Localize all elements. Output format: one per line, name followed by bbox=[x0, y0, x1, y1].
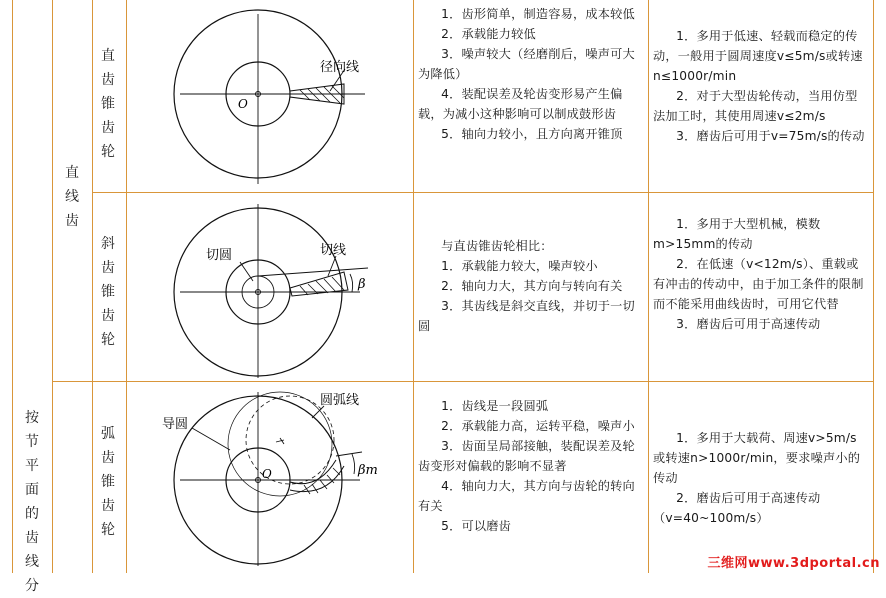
label-beta: β bbox=[358, 277, 366, 292]
row-name-skew-bevel: 斜齿锥齿轮 bbox=[101, 236, 115, 348]
application-item: 1．多用于大载荷、周速v>5m/s或转速n>1000r/min，要求噪声小的传动 bbox=[653, 431, 861, 485]
feature-item: 1．承载能力较大，噪声较小 bbox=[441, 259, 598, 273]
application-item: 2．对于大型齿轮传动，当用仿型法加工时，其使用周速v≤2m/s bbox=[653, 89, 858, 123]
feature-item: 3．其齿线是斜交直线，并切于一切圆 bbox=[418, 299, 635, 333]
feature-item: 3．齿面呈局部接触，装配误差及轮齿变形对偏载的影响不显著 bbox=[418, 439, 635, 473]
feature-item: 5．轴向力较小，且方向离开锥顶 bbox=[441, 127, 623, 141]
feature-item: 2．承载能力较低 bbox=[441, 27, 536, 41]
label-tangent-circle: 切圆 bbox=[206, 248, 233, 263]
label-radial-line: 径向线 bbox=[320, 60, 360, 75]
applications-skew-bevel bbox=[653, 214, 869, 334]
grid-line bbox=[52, 0, 53, 573]
label-center-o: O bbox=[238, 97, 248, 111]
feature-item: 4．轴向力大，其方向与齿轮的转向有关 bbox=[418, 479, 635, 513]
subgroup-label: 直线齿 bbox=[65, 165, 79, 229]
application-item: 3．磨齿后可用于高速传动 bbox=[676, 317, 821, 331]
application-item: 2．磨齿后可用于高速传动（v=40~100m/s） bbox=[653, 491, 821, 525]
grid-line bbox=[126, 0, 127, 573]
feature-item: 4．装配误差及轮齿变形易产生偏载，为减小这种影响可以制成鼓形齿 bbox=[418, 87, 623, 121]
feature-item: 1．齿形简单，制造容易，成本较低 bbox=[441, 7, 635, 21]
feature-item: 2．轴向力大，其方向与转向有关 bbox=[441, 279, 623, 293]
group-label: 按节平面的齿线分 bbox=[25, 410, 39, 594]
label-tangent-line: 切线 bbox=[320, 243, 347, 258]
spiral-bevel-diagram bbox=[140, 384, 400, 572]
feature-item: 5．可以磨齿 bbox=[441, 519, 512, 533]
application-item: 3．磨齿后可用于v=75m/s的传动 bbox=[676, 129, 865, 143]
row-name-spiral-bevel: 弧齿锥齿轮 bbox=[101, 426, 115, 538]
grid-line bbox=[413, 0, 414, 573]
application-item: 1．多用于大型机械，模数m>15mm的传动 bbox=[653, 217, 821, 251]
feature-item: 2．承载能力高，运转平稳，噪声小 bbox=[441, 419, 635, 433]
grid-line bbox=[92, 192, 873, 193]
features-intro: 与直齿锥齿轮相比： bbox=[441, 239, 553, 253]
feature-item: 3．噪声较大（经磨削后，噪声可大为降低） bbox=[418, 47, 635, 81]
label-center-o: O bbox=[262, 467, 272, 481]
row-name-straight-bevel: 直齿锥齿轮 bbox=[101, 48, 115, 160]
label-beta-m: βm bbox=[358, 463, 378, 478]
skew-bevel-diagram bbox=[140, 196, 400, 380]
straight-bevel-diagram bbox=[140, 4, 400, 190]
grid-line bbox=[873, 0, 874, 573]
label-arc-line: 圆弧线 bbox=[320, 393, 360, 408]
applications-spiral-bevel bbox=[653, 428, 869, 528]
grid-line bbox=[648, 0, 649, 573]
grid-line bbox=[92, 0, 93, 573]
features-skew-bevel bbox=[418, 236, 644, 336]
label-guide-circle: 导圆 bbox=[162, 417, 189, 432]
features-spiral-bevel bbox=[418, 396, 644, 536]
watermark: 三维网www.3dportal.cn bbox=[707, 556, 880, 571]
grid-line bbox=[12, 0, 13, 573]
feature-item: 1．齿线是一段圆弧 bbox=[441, 399, 549, 413]
grid-line bbox=[52, 381, 873, 382]
applications-straight-bevel bbox=[653, 26, 869, 146]
features-straight-bevel bbox=[418, 4, 644, 144]
application-item: 1．多用于低速、轻载而稳定的传动，一般用于圆周速度v≤5m/s或转速n≤1000r/min bbox=[653, 29, 863, 83]
application-item: 2．在低速（v<12m/s）、重载或有冲击的传动中，由于加工条件的限制而不能采用曲线齿时，可用它代替 bbox=[653, 257, 864, 311]
